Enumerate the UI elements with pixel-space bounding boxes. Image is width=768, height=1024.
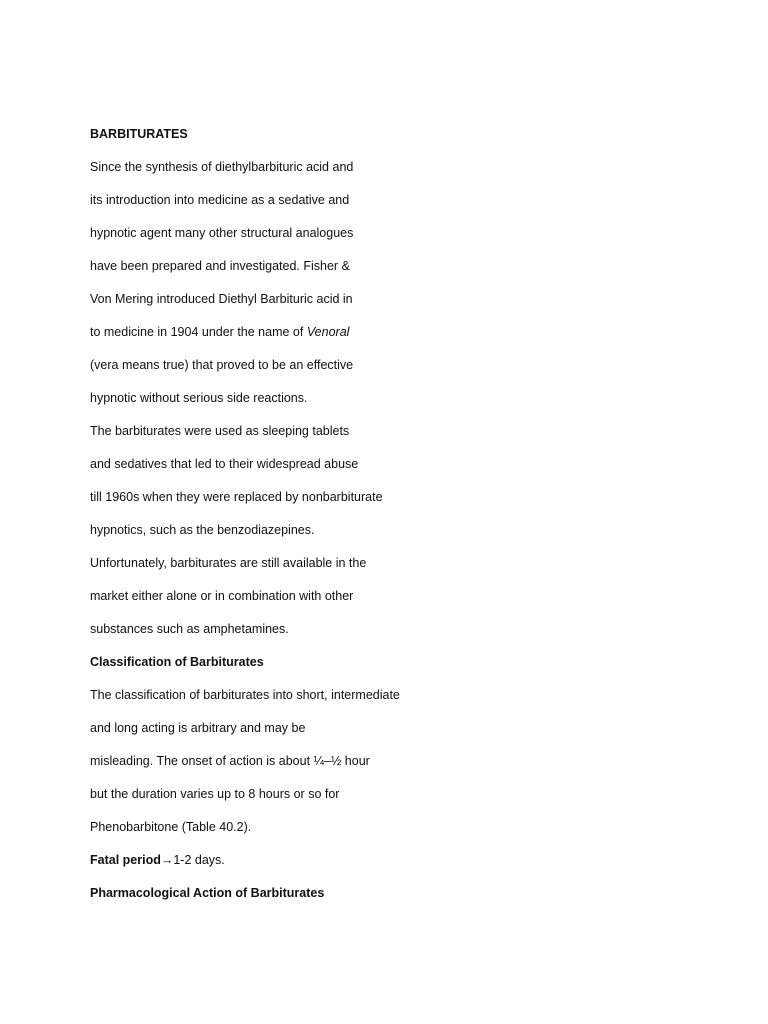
text-line: hypnotic agent many other structural analogues: [90, 226, 354, 240]
text-line: and sedatives that led to their widespread abuse: [90, 457, 359, 471]
text-line-venoral: [90, 322, 730, 355]
text-line: have been prepared and investigated. Fisher &: [90, 259, 350, 273]
section-heading-pharmacological-action: Pharmacological Action of Barbiturates: [90, 886, 325, 900]
text-line: The classification of barbiturates into short, intermediate: [90, 688, 400, 702]
text-line: but the duration varies up to 8 hours or so for: [90, 787, 340, 801]
document-body: [90, 124, 730, 916]
text-line: its introduction into medicine as a sedative and: [90, 193, 350, 207]
right-arrow-icon: →: [160, 853, 174, 867]
section-heading-classification: Classification of Barbiturates: [90, 655, 264, 669]
text-line: Unfortunately, barbiturates are still available in the: [90, 556, 367, 570]
section-heading-barbiturates: BARBITURATES: [90, 127, 188, 141]
text-line: substances such as amphetamines.: [90, 622, 289, 636]
text-line: Since the synthesis of diethylbarbituric acid and: [90, 160, 354, 174]
text-line: till 1960s when they were replaced by nonbarbiturate: [90, 490, 383, 504]
italic-term-venoral: Venoral: [306, 325, 350, 339]
text-fragment: to medicine in 1904 under the name of: [90, 325, 307, 339]
fatal-period-line: [90, 850, 730, 883]
text-line: Phenobarbitone (Table 40.2).: [90, 820, 252, 834]
fatal-period-label: Fatal period: [90, 853, 161, 867]
text-line: hypnotics, such as the benzodiazepines.: [90, 523, 315, 537]
text-line: market either alone or in combination with other: [90, 589, 354, 603]
text-line: Von Mering introduced Diethyl Barbituric acid in: [90, 292, 353, 306]
text-line: (vera means true) that proved to be an effective: [90, 358, 354, 372]
text-line: hypnotic without serious side reactions.: [90, 391, 308, 405]
fatal-period-value: 1-2 days.: [173, 853, 225, 867]
text-line: and long acting is arbitrary and may be: [90, 721, 306, 735]
text-line: misleading. The onset of action is about ¼–½ hour: [90, 754, 370, 768]
text-line: The barbiturates were used as sleeping tablets: [90, 424, 350, 438]
